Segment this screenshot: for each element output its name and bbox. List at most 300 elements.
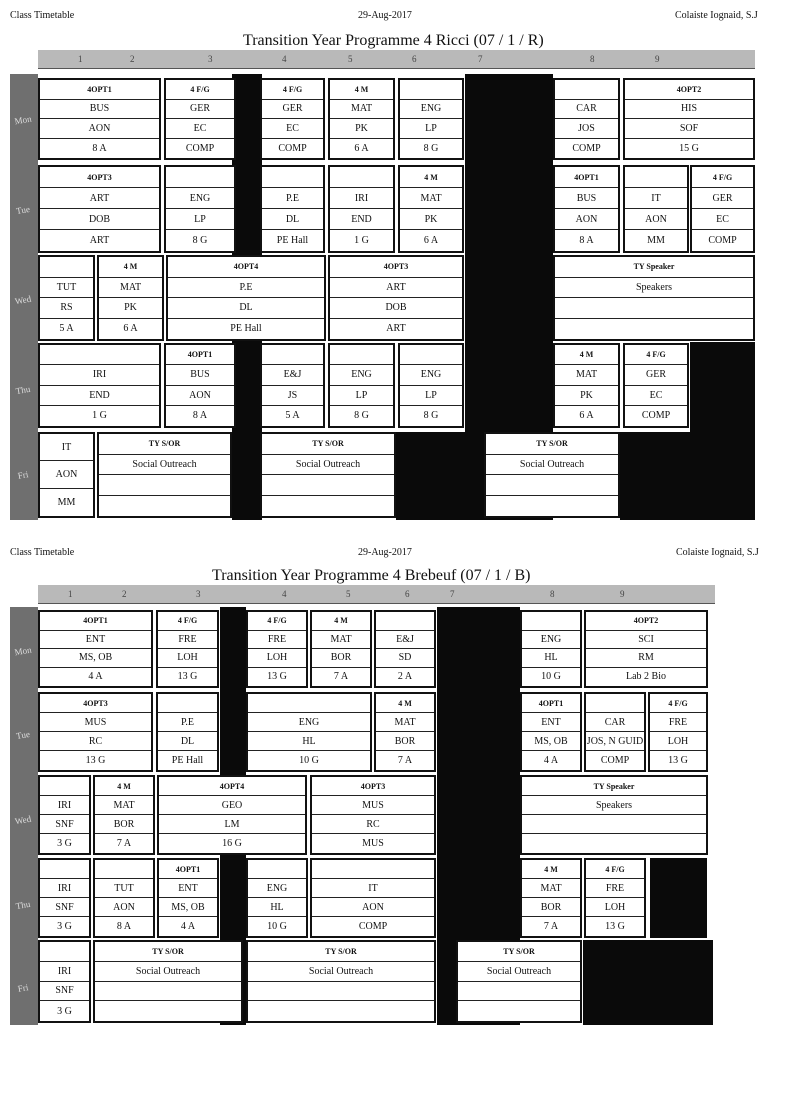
lesson-group: 4 F/G xyxy=(158,612,217,631)
lesson-cell[interactable] xyxy=(584,692,646,772)
lesson-line: IRI xyxy=(330,188,393,209)
lesson-group: 4 F/G xyxy=(586,860,644,879)
lesson-line: 7 A xyxy=(333,671,349,683)
lesson-cell[interactable] xyxy=(246,610,308,688)
lesson-line: 8 A xyxy=(579,235,594,246)
lesson-line: LP xyxy=(400,386,462,406)
lesson-line: 7 A xyxy=(543,921,559,932)
lesson-group: TY S/OR xyxy=(95,942,241,962)
lesson-line: 5 A xyxy=(285,410,300,422)
lesson-cell[interactable] xyxy=(260,165,325,253)
lesson-cell[interactable] xyxy=(164,165,236,253)
lesson-line: Social Outreach xyxy=(262,455,394,476)
lesson-line: BOR xyxy=(376,732,434,751)
lesson-line: 6 A xyxy=(123,323,138,335)
lesson-line: JS xyxy=(262,386,323,406)
lesson-line: DOB xyxy=(40,209,159,230)
lesson-cell[interactable] xyxy=(310,858,436,938)
lesson-cell[interactable] xyxy=(374,610,436,688)
lesson-cell[interactable] xyxy=(157,858,219,938)
lesson-cell[interactable] xyxy=(246,858,308,938)
lesson-line: Social Outreach xyxy=(486,455,618,476)
day-label: Thu xyxy=(14,898,32,912)
lesson-group: 4 F/G xyxy=(692,167,753,188)
lesson-cell[interactable] xyxy=(553,255,755,341)
header-school: Colaiste Iognaid, S.J xyxy=(675,10,758,21)
lesson-line: LOH xyxy=(586,898,644,917)
day-label: Fri xyxy=(16,469,30,481)
lesson-line: LM xyxy=(159,815,305,834)
lesson-line: RS xyxy=(40,298,93,319)
lesson-line: MUS xyxy=(312,796,434,815)
lesson-line: FRE xyxy=(586,879,644,898)
day-label-column xyxy=(10,607,38,1025)
lesson-line: Speakers xyxy=(555,278,753,299)
blocked-period xyxy=(650,858,707,938)
period-number: 8 xyxy=(550,589,555,599)
lesson-line: HL xyxy=(248,732,370,751)
lesson-cell[interactable] xyxy=(156,610,219,688)
lesson-line: LP xyxy=(400,119,462,139)
lesson-cell[interactable] xyxy=(93,940,243,1023)
lesson-cell[interactable] xyxy=(93,775,155,855)
lesson-line: 10 G xyxy=(541,671,561,683)
lesson-line: COMP xyxy=(572,142,601,154)
period-number: 8 xyxy=(590,54,595,64)
lesson-group xyxy=(248,694,370,713)
lesson-group: 4 M xyxy=(555,345,618,365)
lesson-line: IRI xyxy=(40,365,159,385)
lesson-group: 4 F/G xyxy=(650,694,706,713)
header-left-label: Class Timetable xyxy=(10,547,75,558)
lesson-group xyxy=(555,80,618,100)
lesson-group: 4 F/G xyxy=(248,612,306,631)
lesson-cell[interactable] xyxy=(93,858,155,938)
lesson-line: MM xyxy=(57,496,76,508)
lesson-cell[interactable] xyxy=(398,165,464,253)
lesson-line: MAT xyxy=(330,100,393,120)
lesson-group: 4OPT1 xyxy=(555,167,618,188)
lesson-line: IRI xyxy=(40,796,89,815)
lesson-line: 1 G xyxy=(354,235,369,246)
lesson-cell[interactable] xyxy=(520,858,582,938)
lesson-line: GER xyxy=(625,365,687,385)
lesson-group: 4OPT3 xyxy=(40,694,151,713)
lesson-line: SOF xyxy=(625,119,753,139)
lesson-line: EC xyxy=(262,119,323,139)
lesson-line xyxy=(522,834,706,853)
lesson-line: RM xyxy=(586,649,706,668)
lesson-line: ENG xyxy=(400,365,462,385)
lesson-group: 4 M xyxy=(522,860,580,879)
lesson-cell[interactable] xyxy=(484,432,620,518)
lesson-cell[interactable] xyxy=(38,165,161,253)
lesson-line: 8 G xyxy=(354,410,369,422)
lesson-line: CAR xyxy=(555,100,618,120)
lesson-group xyxy=(158,694,217,713)
lesson-line: 7 A xyxy=(397,755,413,766)
period-number: 5 xyxy=(348,54,353,64)
lesson-line: LOH xyxy=(650,732,706,751)
lesson-line: PK xyxy=(330,119,393,139)
lesson-cell[interactable] xyxy=(648,692,708,772)
lesson-group xyxy=(40,345,159,365)
period-number: 2 xyxy=(130,54,135,64)
lesson-cell[interactable] xyxy=(328,255,464,341)
lesson-cell[interactable] xyxy=(260,343,325,428)
blocked-period xyxy=(690,342,755,432)
header-date: 29-Aug-2017 xyxy=(358,547,412,558)
lesson-line: COMP xyxy=(278,142,307,154)
lesson-group: 4OPT4 xyxy=(168,257,324,278)
lesson-line xyxy=(458,982,580,1002)
lesson-cell[interactable] xyxy=(38,255,95,341)
lesson-line: ENT xyxy=(40,631,151,650)
lesson-line: SNF xyxy=(40,815,89,834)
period-number: 5 xyxy=(346,589,351,599)
period-number: 9 xyxy=(620,589,625,599)
lesson-group: 4 M xyxy=(330,80,393,100)
lesson-cell[interactable] xyxy=(260,78,325,160)
lesson-line: RC xyxy=(40,732,151,751)
lesson-line: DOB xyxy=(330,298,462,319)
lesson-line: DL xyxy=(158,732,217,751)
lesson-cell[interactable] xyxy=(398,78,464,160)
lesson-group: 4 F/G xyxy=(625,345,687,365)
lesson-cell[interactable] xyxy=(328,78,395,160)
lesson-line xyxy=(555,319,753,340)
lesson-group: 4 M xyxy=(312,612,370,631)
lesson-group: 4OPT1 xyxy=(159,860,217,879)
lesson-line: 3 G xyxy=(57,921,72,932)
lesson-line: 1 G xyxy=(92,410,107,422)
lesson-group xyxy=(522,612,580,631)
lesson-line: Social Outreach xyxy=(458,962,580,982)
lesson-line: 13 G xyxy=(85,755,106,766)
lesson-line: LP xyxy=(166,209,234,230)
lesson-group: TY Speaker xyxy=(555,257,753,278)
lesson-line: COMP xyxy=(600,755,630,766)
lesson-line: 8 A xyxy=(192,410,208,422)
lesson-line: 13 G xyxy=(668,755,688,766)
lesson-line: BUS xyxy=(555,188,618,209)
lesson-group: 4OPT3 xyxy=(330,257,462,278)
lesson-line: E&J xyxy=(376,631,434,650)
lesson-group xyxy=(625,167,687,188)
lesson-line: Lab 2 Bio xyxy=(626,671,666,683)
lesson-cell[interactable] xyxy=(623,343,689,428)
lesson-line: BOR xyxy=(95,815,153,834)
lesson-line: EC xyxy=(166,119,234,139)
lesson-cell[interactable] xyxy=(520,610,582,688)
lesson-line: MM xyxy=(647,235,665,246)
lesson-line: SCI xyxy=(586,631,706,650)
lesson-line xyxy=(458,1001,580,1021)
lesson-group: TY S/OR xyxy=(248,942,434,962)
lesson-line: SD xyxy=(376,649,434,668)
lesson-line: BUS xyxy=(166,365,234,385)
lesson-line: 6 A xyxy=(354,142,369,154)
lesson-line: MAT xyxy=(95,796,153,815)
lesson-group xyxy=(40,257,93,278)
lesson-group: 4 M xyxy=(95,777,153,796)
lesson-line: 6 A xyxy=(423,235,439,246)
lesson-cell[interactable] xyxy=(553,78,620,160)
lesson-cell[interactable] xyxy=(310,610,372,688)
header-school: Colaiste Iognaid, S.J xyxy=(676,547,759,558)
lesson-line: 13 G xyxy=(605,921,625,932)
day-label: Mon xyxy=(13,644,33,658)
lesson-group: 4OPT2 xyxy=(586,612,706,631)
lesson-line: BOR xyxy=(522,898,580,917)
lesson-line: LOH xyxy=(158,649,217,668)
lesson-cell[interactable] xyxy=(584,610,708,688)
lesson-line: ENG xyxy=(400,100,462,120)
lesson-line: END xyxy=(40,386,159,406)
lesson-group: TY S/OR xyxy=(458,942,580,962)
lesson-line: ENG xyxy=(248,879,306,898)
lesson-cell[interactable] xyxy=(584,858,646,938)
lesson-line: MS, OB xyxy=(159,898,217,917)
day-label-column xyxy=(10,74,38,520)
lesson-line: GEO xyxy=(159,796,305,815)
lesson-line xyxy=(99,475,230,496)
lesson-line xyxy=(262,475,394,496)
lesson-group xyxy=(248,860,306,879)
lesson-line: 10 G xyxy=(267,921,287,932)
lesson-line: P.E xyxy=(262,188,323,209)
lesson-line: BUS xyxy=(40,100,159,120)
lesson-line: IT xyxy=(625,188,687,209)
blocked-period xyxy=(438,940,458,1025)
day-label: Wed xyxy=(14,293,32,307)
lesson-line: MAT xyxy=(376,713,434,732)
period-number: 1 xyxy=(78,54,83,64)
lesson-line: COMP xyxy=(641,410,671,422)
lesson-line: MAT xyxy=(312,631,370,650)
period-number: 4 xyxy=(282,54,287,64)
lesson-group xyxy=(95,860,153,879)
lesson-group xyxy=(330,167,393,188)
lesson-line: DL xyxy=(168,298,324,319)
lesson-line: TUT xyxy=(40,278,93,299)
lesson-cell[interactable] xyxy=(398,343,464,428)
lesson-line: CAR xyxy=(586,713,644,732)
lesson-line: 3 G xyxy=(57,838,72,849)
lesson-group xyxy=(40,860,89,879)
header-left-label: Class Timetable xyxy=(10,10,75,21)
lesson-line: PK xyxy=(555,386,618,406)
day-label: Wed xyxy=(14,813,32,827)
lesson-group: 4OPT1 xyxy=(166,345,234,365)
lesson-line: E&J xyxy=(262,365,323,385)
day-label: Thu xyxy=(14,383,32,397)
lesson-line: RC xyxy=(312,815,434,834)
lesson-cell[interactable] xyxy=(164,78,236,160)
lesson-line xyxy=(95,1001,241,1021)
lesson-line: SNF xyxy=(40,982,89,1002)
lesson-cell[interactable] xyxy=(328,165,395,253)
lesson-line: PK xyxy=(400,209,462,230)
lesson-line: AON xyxy=(555,209,618,230)
lesson-group: 4 F/G xyxy=(166,80,234,100)
lesson-cell[interactable] xyxy=(623,165,689,253)
period-number: 3 xyxy=(208,54,213,64)
lesson-group: 4 F/G xyxy=(262,80,323,100)
lesson-cell[interactable] xyxy=(38,940,91,1023)
lesson-cell[interactable] xyxy=(246,940,436,1023)
lesson-line: AON xyxy=(166,386,234,406)
lesson-line: HIS xyxy=(625,100,753,120)
lesson-line: AON xyxy=(40,119,159,139)
timetable-title: Transition Year Programme 4 Ricci (07 / 1 / R) xyxy=(243,32,544,49)
period-number: 1 xyxy=(68,589,73,599)
lesson-cell[interactable] xyxy=(38,692,153,772)
lesson-line: MUS xyxy=(40,713,151,732)
lesson-group xyxy=(166,167,234,188)
lesson-cell[interactable] xyxy=(246,692,372,772)
lesson-group xyxy=(586,694,644,713)
lesson-group xyxy=(262,345,323,365)
period-number: 6 xyxy=(412,54,417,64)
lesson-line: ART xyxy=(330,278,462,299)
lesson-cell[interactable] xyxy=(38,858,91,938)
lesson-line: ART xyxy=(40,188,159,209)
lesson-line: ART xyxy=(386,323,406,335)
lesson-line: 13 G xyxy=(267,671,287,683)
blocked-period xyxy=(396,432,484,520)
lesson-group xyxy=(400,80,462,100)
lesson-group: 4 M xyxy=(400,167,462,188)
lesson-line: HL xyxy=(522,649,580,668)
lesson-line: AON xyxy=(95,898,153,917)
lesson-cell[interactable] xyxy=(164,343,236,428)
lesson-group xyxy=(40,777,89,796)
lesson-line: JOS xyxy=(555,119,618,139)
lesson-line: MS, OB xyxy=(40,649,151,668)
lesson-line xyxy=(95,982,241,1002)
period-number: 7 xyxy=(478,54,483,64)
lesson-line: ENG xyxy=(166,188,234,209)
period-header-band xyxy=(38,50,755,69)
lesson-line: MUS xyxy=(362,838,384,849)
period-number: 9 xyxy=(655,54,660,64)
lesson-cell[interactable] xyxy=(97,255,164,341)
lesson-line: Social Outreach xyxy=(95,962,241,982)
lesson-group xyxy=(330,345,393,365)
lesson-cell[interactable] xyxy=(166,255,326,341)
lesson-cell[interactable] xyxy=(520,775,708,855)
lesson-line: IRI xyxy=(40,962,89,982)
lesson-group: 4OPT3 xyxy=(40,167,159,188)
lesson-line xyxy=(555,298,753,319)
lesson-group: 4OPT3 xyxy=(312,777,434,796)
lesson-line: MAT xyxy=(400,188,462,209)
lesson-cell[interactable] xyxy=(38,610,153,688)
lesson-cell[interactable] xyxy=(553,343,620,428)
lesson-line: SNF xyxy=(40,898,89,917)
lesson-cell[interactable] xyxy=(310,775,436,855)
lesson-cell[interactable] xyxy=(97,432,232,518)
period-number: 6 xyxy=(405,589,410,599)
period-number: 7 xyxy=(450,589,455,599)
day-label: Mon xyxy=(13,113,33,127)
period-number: 4 xyxy=(282,589,287,599)
lesson-cell[interactable] xyxy=(328,343,395,428)
lesson-cell[interactable] xyxy=(38,78,161,160)
header-date: 29-Aug-2017 xyxy=(358,10,412,21)
lesson-group: 4OPT2 xyxy=(625,80,753,100)
lesson-line: P.E xyxy=(168,278,324,299)
lesson-line: 3 G xyxy=(57,1005,72,1017)
lesson-line: COMP xyxy=(185,142,215,154)
lesson-group: TY S/OR xyxy=(486,434,618,455)
lesson-line: ENT xyxy=(159,879,217,898)
blocked-period xyxy=(583,940,713,1025)
lesson-cell[interactable] xyxy=(690,165,755,253)
day-label: Tue xyxy=(15,728,31,742)
lesson-line: 13 G xyxy=(177,671,198,683)
lesson-line xyxy=(248,1001,434,1021)
lesson-line xyxy=(486,475,618,496)
lesson-cell[interactable] xyxy=(156,692,219,772)
lesson-cell[interactable] xyxy=(520,692,582,772)
lesson-group: TY Speaker xyxy=(522,777,706,796)
lesson-line: ENT xyxy=(522,713,580,732)
lesson-line: AON xyxy=(625,209,687,230)
lesson-line: 5 A xyxy=(59,323,74,335)
lesson-group: 4OPT1 xyxy=(40,80,159,100)
lesson-cell[interactable] xyxy=(374,692,436,772)
lesson-line: 4 A xyxy=(88,671,103,683)
lesson-cell[interactable] xyxy=(38,343,161,428)
lesson-cell[interactable] xyxy=(38,432,95,518)
lesson-line: IRI xyxy=(40,879,89,898)
lesson-line: PE Hall xyxy=(230,323,262,335)
lesson-line: GER xyxy=(692,188,753,209)
lesson-line: PE Hall xyxy=(171,755,204,766)
lesson-cell[interactable] xyxy=(38,775,91,855)
lesson-line: FRE xyxy=(248,631,306,650)
lesson-line: JOS, N GUID xyxy=(586,732,644,751)
lesson-line xyxy=(248,982,434,1002)
lesson-line: MAT xyxy=(555,365,618,385)
lesson-line xyxy=(522,815,706,834)
lesson-line: 6 A xyxy=(579,410,594,422)
lesson-line: COMP xyxy=(708,235,737,246)
lesson-line xyxy=(99,496,230,517)
lesson-cell[interactable] xyxy=(623,78,755,160)
period-number: 2 xyxy=(122,589,127,599)
lesson-cell[interactable] xyxy=(456,940,582,1023)
lesson-line: Speakers xyxy=(522,796,706,815)
lesson-cell[interactable] xyxy=(553,165,620,253)
lesson-line: ENG xyxy=(522,631,580,650)
lesson-cell[interactable] xyxy=(260,432,396,518)
lesson-line: 10 G xyxy=(299,755,319,766)
lesson-group xyxy=(376,612,434,631)
period-header-band xyxy=(38,585,715,604)
lesson-line: Social Outreach xyxy=(248,962,434,982)
lesson-line: 15 G xyxy=(679,142,699,154)
lesson-line: LP xyxy=(330,386,393,406)
lesson-line: 16 G xyxy=(222,838,242,849)
lesson-line: P.E xyxy=(158,713,217,732)
lesson-line: AON xyxy=(40,461,93,488)
lesson-group: TY S/OR xyxy=(99,434,230,455)
lesson-line: COMP xyxy=(358,921,388,932)
lesson-cell[interactable] xyxy=(157,775,307,855)
